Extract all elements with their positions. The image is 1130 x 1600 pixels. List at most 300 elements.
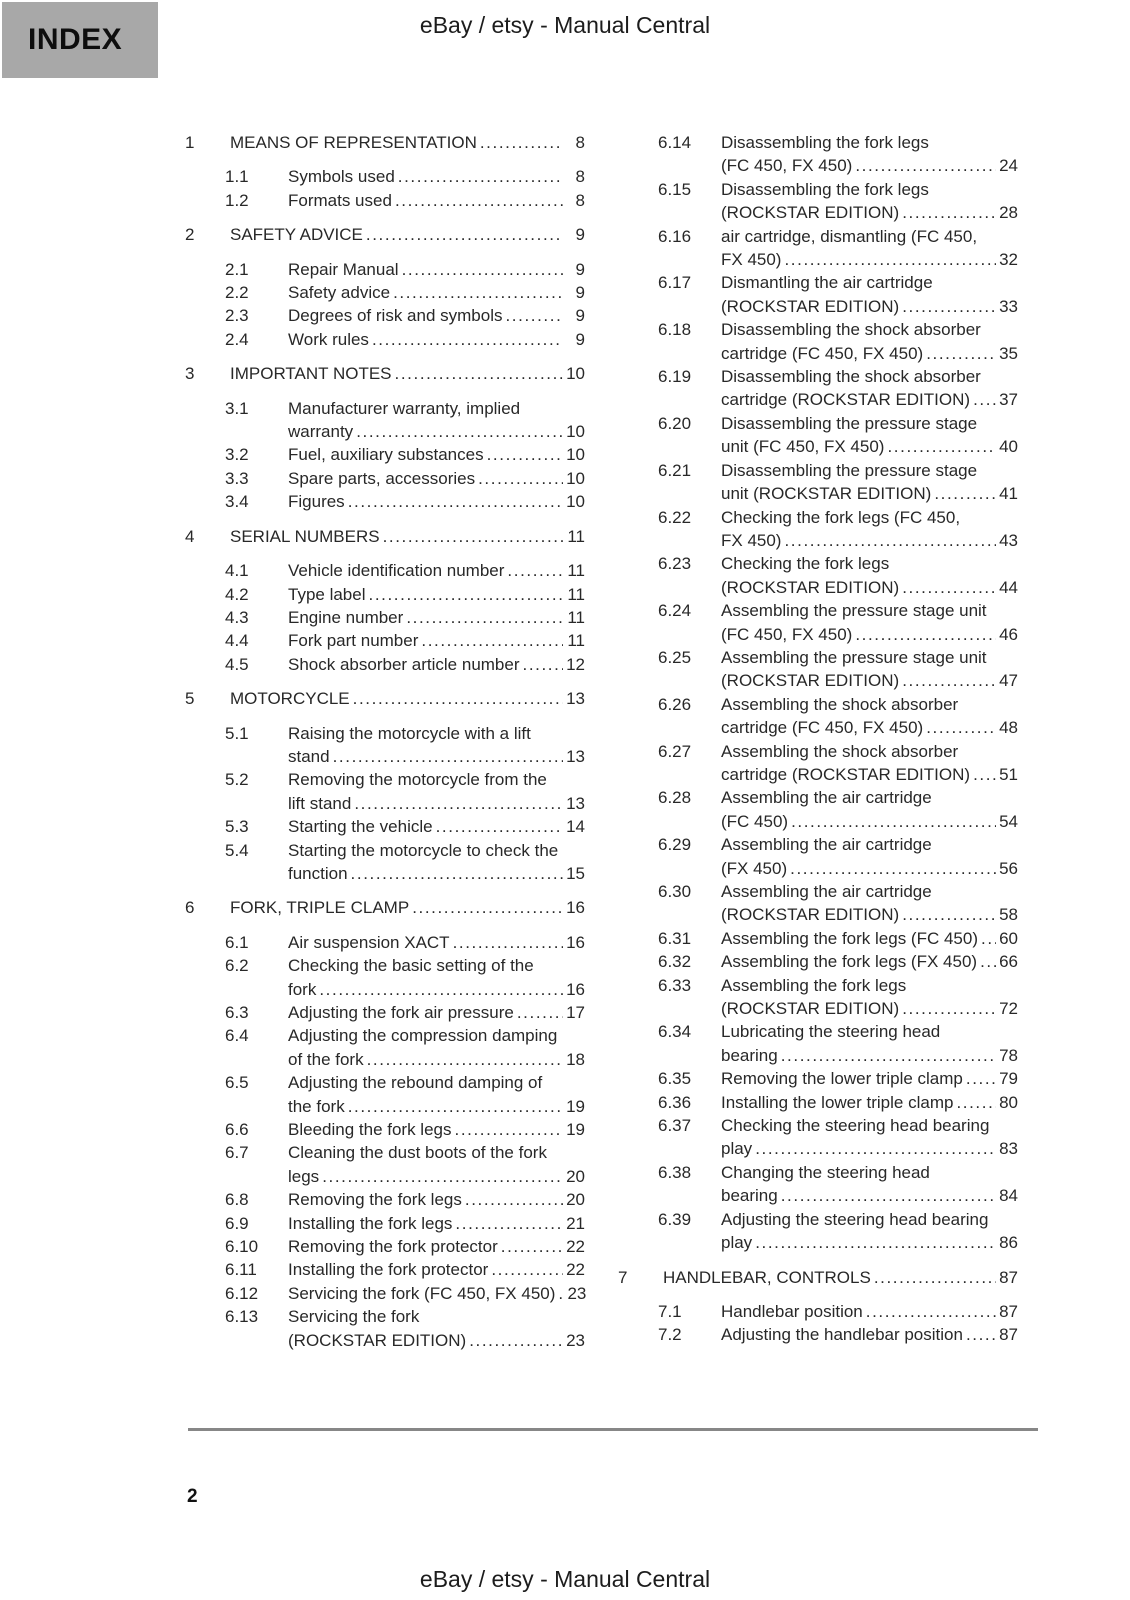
toc-entry-line <box>288 1001 585 1024</box>
toc-entry-title-line: Adjusting the fork air pressure <box>288 1003 514 1022</box>
toc-entry-title-line: Disassembling the shock absorber <box>721 367 981 387</box>
toc-entry-title-line: Formats used <box>288 190 392 210</box>
dot-leader <box>980 950 996 973</box>
toc-entry-line <box>721 1300 1018 1323</box>
toc-entry-title-line: (FC 450, FX 450) <box>721 156 853 176</box>
toc-entry-line <box>721 1184 1018 1207</box>
toc-entry-title-line: Adjusting the rebound damping of <box>288 1073 543 1093</box>
toc-entry-title-line: play <box>721 1233 753 1253</box>
dot-leader <box>874 1266 996 1289</box>
dot-leader <box>421 629 563 652</box>
toc-entry-page: 11 <box>567 584 585 604</box>
toc-entry-title-line: Symbols used <box>288 167 395 187</box>
toc-sub-entry <box>185 559 585 582</box>
toc-entry-line <box>230 362 585 385</box>
toc-entry-title-line: (FC 450) <box>721 811 789 831</box>
toc-entry-line <box>288 1212 585 1235</box>
dot-leader <box>319 978 563 1001</box>
toc-entry-title-line: stand <box>288 746 330 766</box>
toc-entry-page: 35 <box>999 343 1018 363</box>
toc-entry-number: 2 <box>185 225 195 245</box>
toc-entry-number: 6.39 <box>658 1209 692 1229</box>
toc-entry-title-line: FORK, TRIPLE CLAMP <box>230 898 410 918</box>
dot-leader <box>966 1067 996 1090</box>
toc-entry-title-line: Disassembling the pressure stage <box>721 413 978 433</box>
toc-entry-line <box>288 978 585 1001</box>
toc-entry-title-line: Starting the vehicle <box>288 817 433 837</box>
toc-entry-page: 18 <box>566 1049 585 1069</box>
toc-sub-entry <box>618 506 1018 553</box>
toc-entry-title-line: Assembling the pressure stage unit <box>721 647 987 667</box>
toc-entry-number: 4.2 <box>225 584 249 604</box>
dot-leader <box>366 223 563 246</box>
toc-entry-number: 6.2 <box>225 956 249 976</box>
toc-entry-title-line: FX 450) <box>721 250 782 270</box>
toc-sub-entry <box>185 304 585 327</box>
toc-entry-line <box>721 552 1018 575</box>
dot-leader <box>478 467 563 490</box>
toc-entry-number: 6 <box>185 898 195 918</box>
toc-entry-title-line: of the fork <box>288 1049 364 1069</box>
toc-entry-line <box>288 1235 585 1258</box>
footer-title: eBay / etsy - Manual Central <box>419 1566 711 1592</box>
toc-entry-title-line: Fork part number <box>288 631 419 651</box>
toc-entry-line <box>721 1161 1018 1184</box>
toc-entry-page: 20 <box>566 1166 585 1186</box>
dot-leader <box>855 623 996 646</box>
toc-entry-line <box>721 1020 1018 1043</box>
toc-sub-entry <box>618 880 1018 927</box>
dot-leader <box>406 606 563 629</box>
toc-sub-entry <box>185 1235 585 1258</box>
toc-entry-page: 10 <box>566 445 585 465</box>
toc-entry-line <box>288 653 585 676</box>
toc-entry-number: 2.4 <box>225 329 249 349</box>
toc-entry-line <box>721 248 1018 271</box>
toc-entry-title-line: (ROCKSTAR EDITION) <box>721 671 900 691</box>
dot-leader <box>501 1235 563 1258</box>
toc-entry-line <box>721 1208 1018 1231</box>
toc-entry-line <box>288 722 585 745</box>
dot-leader <box>755 1137 996 1160</box>
toc-entry-line <box>230 223 585 246</box>
toc-entry-line <box>288 862 585 885</box>
toc-entry-line <box>721 763 1018 786</box>
toc-entry-title-line: Checking the steering head bearing <box>721 1116 990 1136</box>
toc-entry-line <box>721 271 1018 294</box>
toc-entry-title-line: Repair Manual <box>288 259 399 279</box>
toc-sub-entry <box>618 131 1018 178</box>
toc-sub-entry <box>185 1282 585 1305</box>
toc-entry-title-line: Air suspension XACT <box>288 932 450 952</box>
toc-entry-title-line: Assembling the air cartridge <box>721 788 932 808</box>
toc-entry-title-line: cartridge (ROCKSTAR EDITION) <box>721 390 971 410</box>
toc-entry-title-line: unit (ROCKSTAR EDITION) <box>721 484 932 504</box>
toc-entry-line <box>721 295 1018 318</box>
toc-entry-title-line: lift stand <box>288 793 352 813</box>
toc-sub-entry <box>185 653 585 676</box>
toc-entry-line <box>721 178 1018 201</box>
toc-entry-title-line: (ROCKSTAR EDITION) <box>721 296 900 316</box>
toc-entry-number: 6.38 <box>658 1162 692 1182</box>
toc-entry-number: 6.37 <box>658 1116 692 1136</box>
toc-entry-title-line: Adjusting the steering head bearing <box>721 1209 989 1229</box>
toc-entry-title-line: (FX 450) <box>721 858 788 878</box>
toc-sub-entry <box>185 1141 585 1188</box>
toc-entry-title-line: the fork <box>288 1096 345 1116</box>
toc-entry-page: 11 <box>567 631 585 651</box>
toc-sub-entry <box>618 1323 1018 1346</box>
toc-entry-line <box>288 1165 585 1188</box>
toc-entry-title-line: Assembling the air cartridge <box>721 882 932 901</box>
toc-entry-line <box>288 559 585 582</box>
toc-entry-title-line: Assembling the shock absorber <box>721 694 959 714</box>
toc-entry-page: 54 <box>999 811 1018 831</box>
dot-leader <box>517 1001 563 1024</box>
dot-leader <box>465 1188 563 1211</box>
dot-leader <box>981 927 996 950</box>
toc-sub-entry <box>618 786 1018 833</box>
toc-entry-line <box>230 131 585 154</box>
toc-entry-title-line: fork <box>288 979 317 999</box>
toc-entry-number: 6.6 <box>225 1120 249 1140</box>
toc-entry-title-line: Spare parts, accessories <box>288 468 476 488</box>
dot-leader <box>755 1231 996 1254</box>
toc-entry-number: 5.2 <box>225 770 249 790</box>
dot-leader <box>348 1095 563 1118</box>
toc-entry-title-line: Cleaning the dust boots of the fork <box>288 1143 547 1163</box>
dot-leader <box>395 189 563 212</box>
toc-entry-page: 23 <box>566 1330 585 1350</box>
toc-sub-entry <box>185 467 585 490</box>
toc-entry-page: 8 <box>575 167 585 187</box>
toc-entry-number: 6.3 <box>225 1003 249 1022</box>
toc-entry-line <box>721 1137 1018 1160</box>
dot-leader <box>356 420 563 443</box>
toc-entry-line <box>288 258 585 281</box>
toc-entry-page: 44 <box>999 577 1018 597</box>
toc-entry-page: 66 <box>999 952 1018 972</box>
dot-leader <box>866 1300 996 1323</box>
toc-sub-entry <box>618 412 1018 459</box>
toc-entry-page: 9 <box>575 283 585 303</box>
toc-entry-number: 5.1 <box>225 723 249 743</box>
toc-section-entry <box>185 525 585 548</box>
toc-entry-title-line: (ROCKSTAR EDITION) <box>721 999 900 1019</box>
dot-leader <box>402 258 563 281</box>
toc-entry-title-line: Bleeding the fork legs <box>288 1120 452 1140</box>
dot-leader <box>348 490 563 513</box>
toc-entry-line <box>288 1095 585 1118</box>
dot-leader <box>453 931 563 954</box>
toc-entry-number: 6.30 <box>658 882 692 901</box>
toc-sub-entry <box>618 552 1018 599</box>
toc-entry-number: 5 <box>185 689 195 709</box>
toc-entry-title-line: Checking the basic setting of the <box>288 956 534 976</box>
dot-leader <box>412 896 563 919</box>
toc-entry-line <box>288 1141 585 1164</box>
toc-entry-number: 4.1 <box>225 561 249 581</box>
toc-entry-number: 6.17 <box>658 273 692 293</box>
toc-sub-entry <box>185 328 585 351</box>
toc-entry-title-line: SERIAL NUMBERS <box>230 526 380 546</box>
toc-entry-line <box>288 606 585 629</box>
toc-entry-line <box>721 857 1018 880</box>
toc-sub-entry <box>618 927 1018 950</box>
dot-leader <box>455 1212 563 1235</box>
toc-entry-number: 7.2 <box>658 1325 682 1345</box>
toc-entry-title-line: legs <box>288 1166 320 1186</box>
toc-entry-line <box>721 576 1018 599</box>
footer-page-number: 2 <box>187 1486 198 1507</box>
dot-leader <box>480 131 563 154</box>
toc-entry-title-line: Assembling the shock absorber <box>721 741 959 761</box>
toc-entry-number: 4.3 <box>225 607 249 627</box>
dot-leader <box>902 576 996 599</box>
toc-entry-line <box>288 490 585 513</box>
toc-sub-entry <box>185 165 585 188</box>
toc-entry-line <box>721 623 1018 646</box>
header-title: eBay / etsy - Manual Central <box>419 12 711 38</box>
toc-entry-title-line: Assembling the air cartridge <box>721 835 932 855</box>
toc-entry-line <box>721 810 1018 833</box>
toc-entry-page: 22 <box>566 1237 585 1257</box>
toc-entry-line <box>288 583 585 606</box>
toc-entry-page: 13 <box>566 689 585 709</box>
toc-sub-entry <box>185 281 585 304</box>
toc-entry-number: 6.10 <box>225 1237 259 1257</box>
toc-entry-line <box>721 740 1018 763</box>
toc-entry-page: 41 <box>999 484 1018 504</box>
toc-entry-number: 3.2 <box>225 445 249 465</box>
toc-sub-entry <box>618 271 1018 318</box>
dot-leader <box>487 443 563 466</box>
toc-section-entry <box>185 131 585 154</box>
toc-entry-line <box>721 388 1018 411</box>
dot-leader <box>784 529 996 552</box>
dot-leader <box>491 1258 563 1281</box>
toc-entry-line <box>721 412 1018 435</box>
toc-entry-line <box>288 1024 585 1047</box>
toc-entry-number: 2.1 <box>225 259 249 279</box>
toc-entry-number: 5.3 <box>225 817 249 837</box>
toc-sub-entry <box>185 1118 585 1141</box>
dot-leader <box>784 248 996 271</box>
toc-entry-line <box>288 1118 585 1141</box>
toc-entry-number: 3 <box>185 364 195 384</box>
toc-entry-line <box>288 397 585 420</box>
dot-leader <box>398 165 563 188</box>
toc-entry-title-line: Disassembling the shock absorber <box>721 320 981 340</box>
toc-sub-entry <box>185 954 585 1001</box>
toc-entry-title-line: cartridge (FC 450, FX 450) <box>721 343 924 363</box>
toc-entry-page: 22 <box>566 1260 585 1280</box>
toc-entry-line <box>230 687 585 710</box>
toc-entry-page: 11 <box>567 561 585 581</box>
toc-entry-line <box>230 896 585 919</box>
dot-leader <box>902 903 996 926</box>
toc-section-entry <box>185 223 585 246</box>
toc-entry-page: 8 <box>575 190 585 210</box>
toc-entry-title-line: Changing the steering head <box>721 1162 930 1182</box>
toc-entry-number: 4 <box>185 526 195 546</box>
toc-entry-page: 11 <box>567 526 585 546</box>
toc-entry-line <box>721 1067 1018 1090</box>
toc-entry-number: 6.26 <box>658 694 692 714</box>
toc-entry-page: 56 <box>999 858 1018 878</box>
toc-entry-line <box>721 1044 1018 1067</box>
dot-leader <box>973 763 996 786</box>
toc-entry-page: 13 <box>566 793 585 813</box>
dot-leader <box>781 1184 996 1207</box>
toc-entry-number: 4.5 <box>225 654 249 674</box>
toc-entry-title-line: Installing the lower triple clamp <box>721 1092 954 1112</box>
toc-entry-title-line: Shock absorber article number <box>288 654 520 674</box>
toc-entry-title-line: Removing the lower triple clamp <box>721 1069 963 1089</box>
toc-sub-entry <box>618 1020 1018 1067</box>
toc-entry-page: 58 <box>999 905 1018 925</box>
toc-entry-page: 60 <box>999 928 1018 948</box>
toc-entry-line <box>288 839 585 862</box>
toc-sub-entry <box>185 1212 585 1235</box>
toc-entry-number: 6.34 <box>658 1022 692 1042</box>
toc-entry-title-line: HANDLEBAR, CONTROLS <box>663 1267 871 1287</box>
toc-entry-page: 32 <box>999 250 1018 270</box>
toc-sub-entry <box>185 583 585 606</box>
toc-entry-page: 86 <box>999 1233 1018 1253</box>
toc-entry-line <box>288 304 585 327</box>
dot-leader <box>956 1091 996 1114</box>
toc-entry-page: 16 <box>566 979 585 999</box>
toc-entry-line <box>721 716 1018 739</box>
toc-sub-entry <box>618 599 1018 646</box>
toc-entry-line <box>721 903 1018 926</box>
toc-entry-line <box>721 669 1018 692</box>
dot-leader <box>395 362 563 385</box>
dot-leader <box>455 1118 564 1141</box>
toc-entry-number: 1.1 <box>225 167 249 187</box>
toc-entry-title-line: Installing the fork legs <box>288 1213 453 1233</box>
toc-entry-page: 78 <box>999 1045 1018 1065</box>
toc-entry-line <box>288 467 585 490</box>
toc-entry-title-line: Work rules <box>288 329 369 349</box>
toc-sub-entry <box>185 258 585 281</box>
toc-entry-line <box>721 599 1018 622</box>
toc-entry-page: 79 <box>999 1069 1018 1089</box>
dot-leader <box>369 583 564 606</box>
toc-section-entry <box>618 1266 1018 1289</box>
toc-entry-title-line: MEANS OF REPRESENTATION <box>230 133 477 152</box>
toc-sub-entry <box>618 1114 1018 1161</box>
toc-entry-page: 28 <box>999 203 1018 223</box>
toc-entry-number: 2.3 <box>225 306 249 326</box>
toc-entry-page: 8 <box>575 133 585 152</box>
toc-sub-entry <box>185 1258 585 1281</box>
toc-sub-entry <box>618 974 1018 1021</box>
toc-column-left <box>185 131 585 1352</box>
toc-sub-entry <box>185 606 585 629</box>
toc-entry-number: 6.18 <box>658 320 692 340</box>
toc-entry-line <box>721 529 1018 552</box>
toc-entry-page: 24 <box>999 156 1018 176</box>
toc-entry-line <box>663 1266 1018 1289</box>
toc-entry-number: 6.36 <box>658 1092 692 1112</box>
toc-entry-title-line: Checking the fork legs (FC 450, <box>721 507 961 527</box>
toc-sub-entry <box>618 1067 1018 1090</box>
toc-entry-page: 47 <box>999 671 1018 691</box>
dot-leader <box>973 388 996 411</box>
toc-entry-line <box>288 281 585 304</box>
dot-leader <box>507 559 563 582</box>
dot-leader <box>354 792 563 815</box>
toc-entry-number: 6.22 <box>658 507 692 527</box>
toc-entry-page: 33 <box>999 296 1018 316</box>
toc-entry-number: 6.14 <box>658 133 692 152</box>
toc-entry-page: 10 <box>566 492 585 512</box>
dot-leader <box>934 482 996 505</box>
toc-entry-page: 46 <box>999 624 1018 644</box>
toc-entry-title-line: (FC 450, FX 450) <box>721 624 853 644</box>
toc-entry-line <box>288 815 585 838</box>
dot-leader <box>469 1329 563 1352</box>
toc-entry-page: 87 <box>999 1267 1018 1287</box>
toc-entry-line <box>721 1114 1018 1137</box>
toc-entry-page: 23 <box>567 1283 587 1303</box>
toc-entry-number: 6.19 <box>658 367 692 387</box>
dot-leader <box>393 281 563 304</box>
dot-leader <box>887 435 996 458</box>
dot-leader <box>926 716 996 739</box>
toc-entry-number: 6.33 <box>658 975 692 995</box>
toc-entry-page: 9 <box>575 306 585 326</box>
toc-entry-title-line: Raising the motorcycle with a lift <box>288 723 531 743</box>
toc-entry-page: 84 <box>999 1186 1018 1206</box>
toc-sub-entry <box>185 397 585 444</box>
dot-leader <box>902 669 996 692</box>
toc-entry-line <box>288 1258 585 1281</box>
toc-entry-line <box>721 201 1018 224</box>
toc-entry-line <box>721 1231 1018 1254</box>
toc-entry-line <box>288 745 585 768</box>
toc-entry-line <box>288 420 585 443</box>
toc-entry-title-line: Type label <box>288 584 366 604</box>
toc-entry-title-line: Removing the fork protector <box>288 1237 498 1257</box>
toc-entry-page: 72 <box>999 999 1018 1019</box>
toc-entry-title-line: Lubricating the steering head <box>721 1022 941 1042</box>
toc-entry-number: 3.4 <box>225 492 249 512</box>
toc-entry-page: 11 <box>567 607 585 627</box>
toc-entry-page: 13 <box>566 746 585 766</box>
toc-entry-title-line: Figures <box>288 492 345 512</box>
toc-entry-number: 6.7 <box>225 1143 249 1163</box>
toc-section-entry <box>185 687 585 710</box>
toc-entry-page: 9 <box>575 259 585 279</box>
toc-entry-line <box>288 954 585 977</box>
toc-entry-line <box>721 435 1018 458</box>
toc-entry-title-line: Installing the fork protector <box>288 1260 489 1280</box>
toc-entry-line <box>721 1091 1018 1114</box>
toc-entry-title-line: (ROCKSTAR EDITION) <box>288 1330 467 1350</box>
toc-entry-number: 7.1 <box>658 1301 682 1321</box>
toc-entry-page: 48 <box>999 718 1018 738</box>
toc-sub-entry <box>185 1001 585 1024</box>
toc-entry-number: 6.9 <box>225 1213 249 1233</box>
toc-entry-title-line: Removing the motorcycle from the <box>288 770 547 790</box>
toc-entry-line <box>721 482 1018 505</box>
toc-entry-number: 6.29 <box>658 835 692 855</box>
toc-entry-page: 83 <box>999 1139 1018 1159</box>
toc-entry-page: 40 <box>999 437 1018 457</box>
